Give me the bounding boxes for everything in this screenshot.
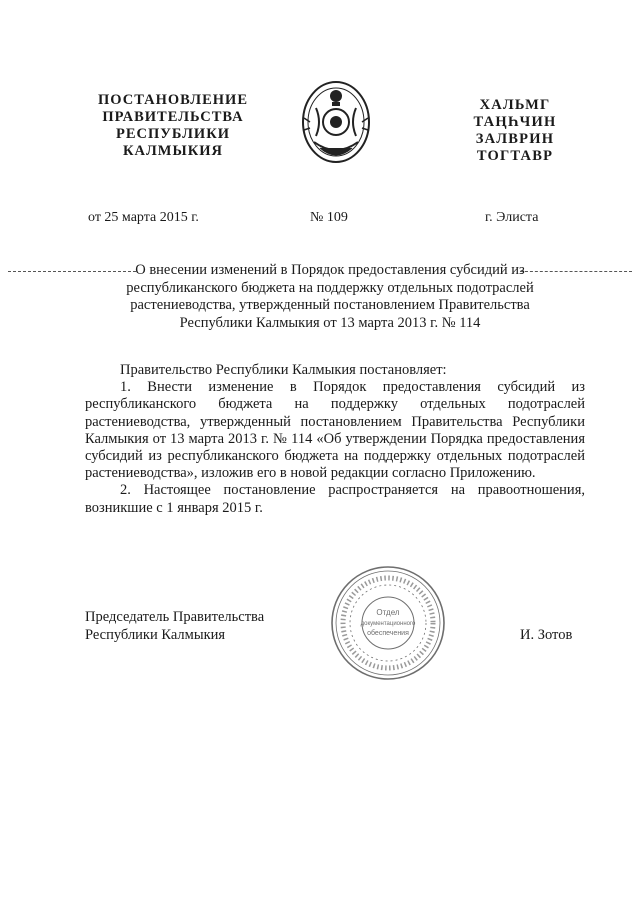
official-stamp [328,563,448,683]
signatory-position [85,609,264,644]
document-title [110,262,550,332]
body-intro: Правительство Республики Калмыкия постановляет: [120,362,447,378]
header-left-line: ПОСТАНОВЛЕНИЕ [97,92,248,108]
header-left-line: РЕСПУБЛИКИ [115,126,231,142]
document-date: от 25 марта 2015 г. [88,210,199,225]
header-right-line: ТАҢҺЧИН [473,114,557,130]
header-left-line: ПРАВИТЕЛЬСТВА [102,109,244,125]
header-left-line: КАЛМЫКИЯ [123,143,223,159]
signatory-position-line: Председатель Правительства [85,609,265,625]
title-line: Республики Калмыкия от 13 марта 2013 г. № 114 [179,314,481,331]
stamp-line: обеспечения [367,630,409,637]
title-line: растениеводства, утвержденный постановлением Правительства [130,297,530,313]
signatory-position-line: Республики Калмыкия [85,626,226,643]
document-number: № 109 [310,210,348,225]
body-paragraph-1: 1. Внести изменение в Порядок предоставления субсидий из республиканского бюджета на поддержку отдельных подотраслей растениеводства, утвержденный постановлением Правительства Республики Калмыкия от 13 марта 2013 г. № 114 «Об утверждении Порядка предоставления субсидий из республиканского бюджета на поддержку отдельных подотраслей растениеводства», изложив его в новой редакции согласно Приложению. [85,379,585,482]
emblem-icon [300,78,372,166]
stamp-line: Отдел [376,608,400,617]
signatory-name: И. Зотов [520,627,573,643]
body-paragraph-2: 2. Настоящее постановление распространяется на правоотношения, возникшие с 1 января 2015 г. [85,482,585,516]
header-right-line: ЗАЛВРИН [475,131,555,147]
header-right-block [455,97,575,165]
document-body [85,362,585,517]
header-right-line: ХАЛЬМГ [479,97,551,113]
document-city: г. Элиста [485,210,539,225]
header-right-line: ТОГТАВР [476,148,554,164]
stamp-line: документационного [360,621,416,627]
header-left-block [88,92,258,160]
title-line: республиканского бюджета на поддержку отдельных подотраслей [126,279,534,296]
title-line: О внесении изменений в Порядок предоставления субсидий из [135,262,525,278]
